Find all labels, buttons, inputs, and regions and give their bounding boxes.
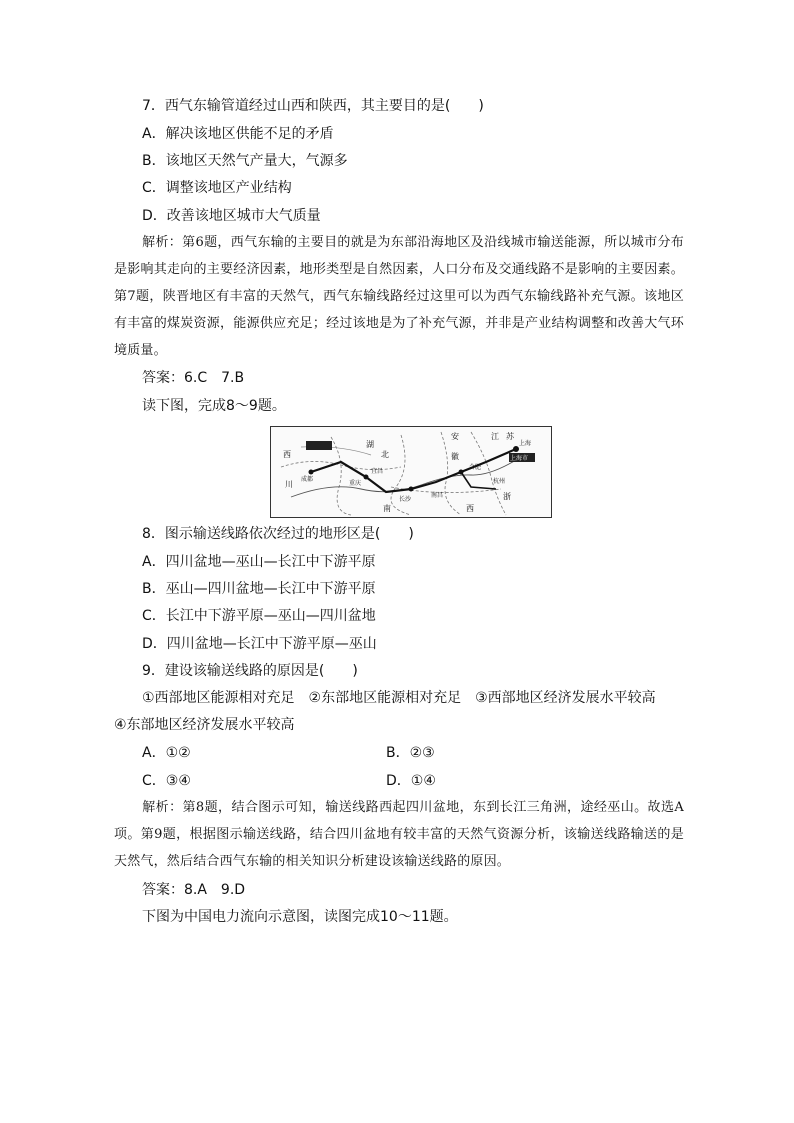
q7-option-d: D．改善该地区城市大气质量: [142, 208, 321, 224]
answer-8-9: 答案：8.A 9.D: [142, 882, 246, 898]
q8-option-c: C．长江中下游平原—巫山—四川盆地: [142, 608, 376, 624]
map-label: 川: [285, 480, 293, 489]
map-label: 浙: [503, 492, 511, 501]
q7-stem: 7．西气东输管道经过山西和陕西，其主要目的是( ): [142, 98, 484, 114]
analysis-8-9: [114, 794, 684, 875]
q8-option-a: A．四川盆地—巫山—长江中下游平原: [142, 554, 376, 570]
map-label: 成都: [301, 476, 314, 483]
analysis-6-7: [114, 229, 684, 364]
map-label: 徽: [451, 452, 459, 461]
map-label: 南昌: [431, 492, 444, 499]
map-label: 南: [383, 504, 391, 513]
q9-stem: 9．建设该输送线路的原因是( ): [142, 663, 358, 679]
map-label: 江: [491, 432, 499, 441]
map-label: 安: [451, 432, 459, 441]
q8-stem: 8．图示输送线路依次经过的地形区是( ): [142, 526, 414, 542]
map-label: 西: [466, 504, 474, 513]
answer-6-7: 答案：6.C 7.B: [142, 370, 245, 386]
map-label: 西: [283, 450, 291, 459]
map-label: 上海市: [510, 455, 529, 462]
q9-items-line2: ④东部地区经济发展水平较高: [114, 717, 295, 733]
q9-option-a: A．①②: [142, 745, 191, 761]
q7-option-b: B．该地区天然气产量大，气源多: [142, 153, 348, 169]
q9-option-c: C．③④: [142, 773, 191, 789]
map-label: 北: [381, 450, 389, 459]
analysis-6-7-text: 解析：第6题，西气东输的主要目的就是为东部沿海地区及沿线城市输送能源，所以城市分布是影响其走向的主要经济因素，地形类型是自然因素，人口分布及交通线路不是影响的主要因素。第7题，陕晋地区有丰富的天然气，西气东输线路经过这里可以为西气东输线路补充气源。该地区有丰富的煤炭资源，能源供应充足；经过该地是为了补充气源，并非是产业结构调整和改善大气环境质量。: [114, 235, 684, 358]
intro-10-11: 下图为中国电力流向示意图，读图完成10～11题。: [142, 909, 458, 925]
q8-option-d: D．四川盆地—长江中下游平原—巫山: [142, 636, 377, 652]
map-label: 苏: [506, 432, 514, 441]
q9-option-d: D．①④: [386, 773, 436, 789]
q7-option-c: C．调整该地区产业结构: [142, 180, 292, 196]
map-svg: [271, 427, 551, 517]
q9-items-line1: ①西部地区能源相对充足 ②东部地区能源相对充足 ③西部地区经济发展水平较高: [142, 690, 656, 706]
map-label: 重庆: [349, 480, 362, 487]
map-label: 湖: [366, 440, 374, 449]
intro-8-9: 读下图，完成8～9题。: [142, 398, 286, 414]
analysis-8-9-text: 解析：第8题，结合图示可知，输送线路西起四川盆地，东到长江三角洲，途经巫山。故选A项。第9题，根据图示输送线路，结合四川盆地有较丰富的天然气资源分析，该输送线路输送的是天然气，然后结合西气东输的相关知识分析建设该输送线路的原因。: [114, 800, 684, 869]
pipeline-map-figure: [270, 426, 552, 518]
map-label: 宜昌: [371, 468, 384, 475]
map-label: 上海: [519, 440, 532, 447]
map-label: 长沙: [399, 496, 412, 503]
q8-option-b: B．巫山—四川盆地—长江中下游平原: [142, 581, 376, 597]
q7-option-a: A．解决该地区供能不足的矛盾: [142, 126, 334, 142]
map-label: 杭州: [493, 478, 506, 485]
map-label: 合肥: [469, 464, 482, 471]
q9-option-b: B．②③: [386, 745, 435, 761]
